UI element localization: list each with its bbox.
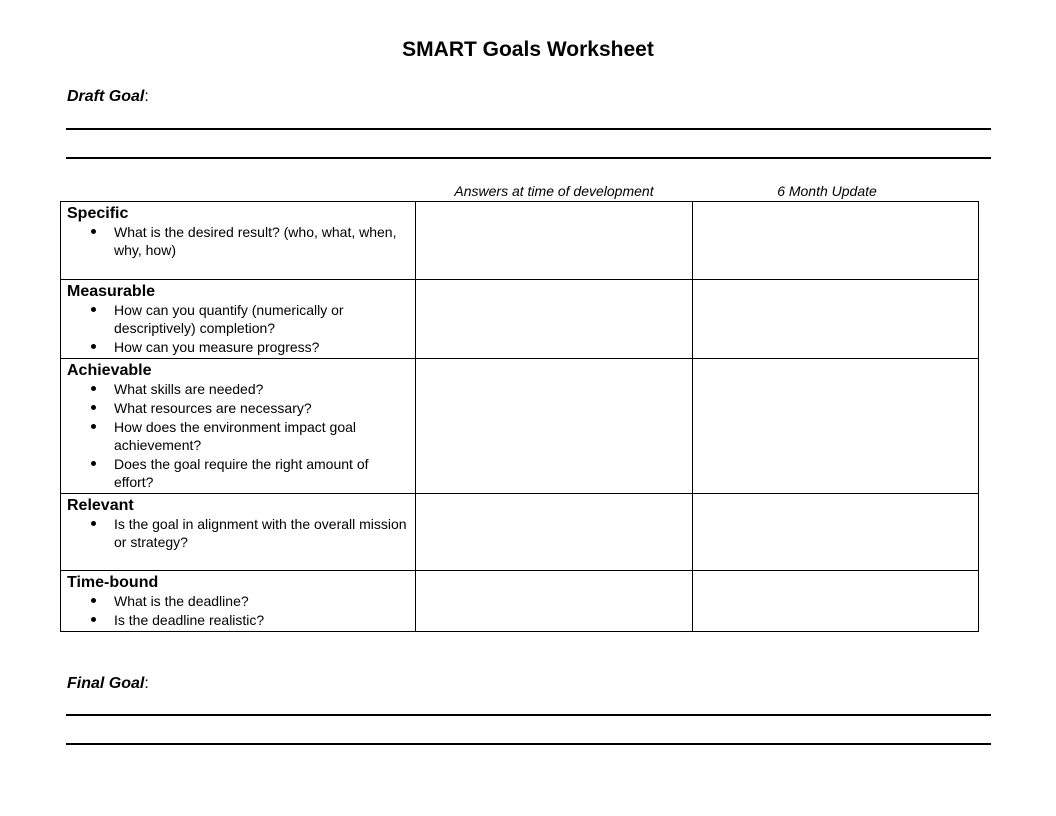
criterion-name: Relevant bbox=[67, 497, 134, 514]
final-goal-label bbox=[67, 675, 149, 693]
update-cell[interactable] bbox=[693, 494, 979, 571]
question-list bbox=[67, 223, 409, 259]
update-cell[interactable] bbox=[693, 571, 979, 632]
draft-goal-label bbox=[67, 88, 149, 106]
question-item: Does the goal require the right amount of effort? bbox=[114, 455, 409, 491]
question-item: What is the deadline? bbox=[114, 592, 409, 610]
update-cell[interactable] bbox=[693, 202, 979, 280]
criterion-name: Time-bound bbox=[67, 574, 159, 591]
page-title: SMART Goals Worksheet bbox=[402, 38, 654, 61]
table-row-time-bound bbox=[61, 571, 979, 632]
question-list bbox=[67, 301, 409, 356]
column-header-update: 6 Month Update bbox=[777, 183, 877, 199]
final-goal-label-text: Final Goal bbox=[67, 675, 145, 692]
question-item: How can you quantify (numerically or descriptively) completion? bbox=[114, 301, 409, 337]
question-list bbox=[67, 515, 409, 551]
column-header-answers: Answers at time of development bbox=[454, 183, 654, 199]
question-list bbox=[67, 380, 409, 491]
question-item: What skills are needed? bbox=[114, 380, 409, 398]
final-goal-line-2[interactable] bbox=[66, 743, 991, 745]
final-goal-colon: : bbox=[144, 675, 149, 692]
question-item: What resources are necessary? bbox=[114, 399, 409, 417]
criterion-cell bbox=[61, 280, 416, 359]
smart-table bbox=[60, 201, 979, 632]
draft-goal-line-2[interactable] bbox=[66, 157, 991, 159]
criterion-cell bbox=[61, 494, 416, 571]
question-item: Is the goal in alignment with the overall mission or strategy? bbox=[114, 515, 409, 551]
criterion-cell bbox=[61, 359, 416, 494]
answer-cell[interactable] bbox=[416, 359, 693, 494]
criterion-name: Specific bbox=[67, 205, 129, 222]
question-item: What is the desired result? (who, what, when, why, how) bbox=[114, 223, 409, 259]
draft-goal-label-text: Draft Goal bbox=[67, 88, 145, 105]
table-row-specific bbox=[61, 202, 979, 280]
question-item: How can you measure progress? bbox=[114, 338, 409, 356]
table-row-achievable bbox=[61, 359, 979, 494]
answer-cell[interactable] bbox=[416, 280, 693, 359]
answer-cell[interactable] bbox=[416, 571, 693, 632]
draft-goal-colon: : bbox=[144, 88, 149, 105]
table-row-measurable bbox=[61, 280, 979, 359]
update-cell[interactable] bbox=[693, 359, 979, 494]
answer-cell[interactable] bbox=[416, 494, 693, 571]
final-goal-line-1[interactable] bbox=[66, 714, 991, 716]
criterion-name: Measurable bbox=[67, 283, 156, 300]
update-cell[interactable] bbox=[693, 280, 979, 359]
answer-cell[interactable] bbox=[416, 202, 693, 280]
criterion-cell bbox=[61, 571, 416, 632]
criterion-name: Achievable bbox=[67, 362, 152, 379]
question-item: Is the deadline realistic? bbox=[114, 611, 409, 629]
question-item: How does the environment impact goal achievement? bbox=[114, 418, 409, 454]
table-row-relevant bbox=[61, 494, 979, 571]
criterion-cell bbox=[61, 202, 416, 280]
question-list bbox=[67, 592, 409, 629]
draft-goal-line-1[interactable] bbox=[66, 128, 991, 130]
